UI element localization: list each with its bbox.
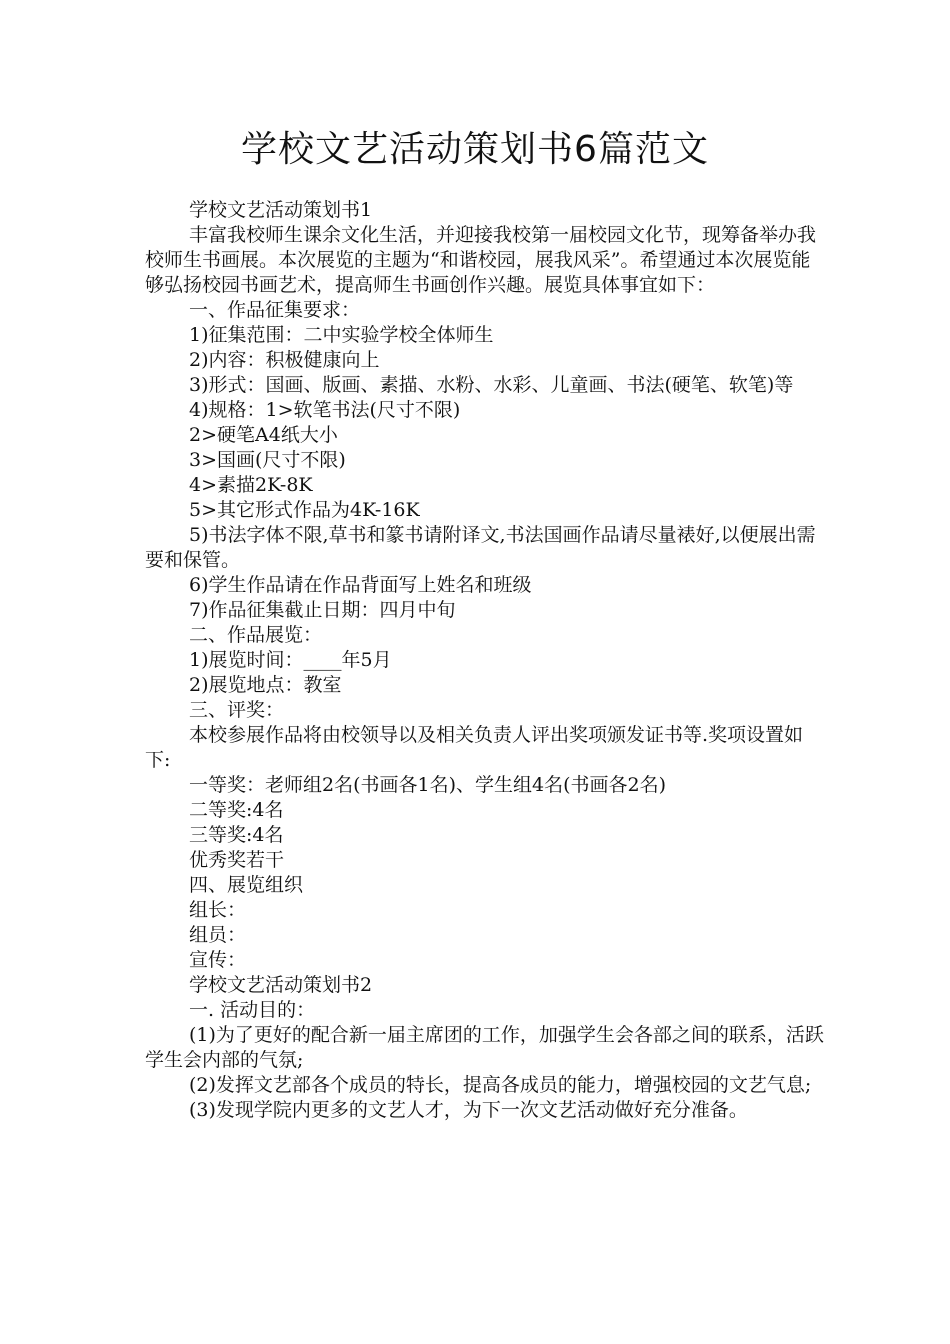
paragraph: 一. 活动目的：	[189, 999, 316, 1021]
paragraph: 学校文艺活动策划书2	[189, 974, 373, 996]
paragraph: 一等奖：老师组2名(书画各1名)、学生组4名(书画各2名)	[189, 774, 667, 796]
paragraph: (3)发现学院内更多的文艺人才，为下一次文艺活动做好充分准备。	[189, 1099, 748, 1121]
paragraph: 二、作品展览：	[189, 624, 323, 646]
paragraph: 三等奖:4名	[189, 824, 284, 846]
document-title: 学校文艺活动策划书6篇范文	[241, 129, 709, 170]
paragraph: 优秀奖若干	[189, 849, 285, 871]
paragraph: 本校参展作品将由校领导以及相关负责人评出奖项颁发证书等.奖项设置如下:	[145, 724, 804, 771]
paragraph: 三、评奖：	[189, 699, 285, 721]
paragraph: 4)规格：1>软笔书法(尺寸不限)	[189, 399, 461, 421]
paragraph: 3>国画(尺寸不限)	[189, 449, 346, 471]
paragraph: 2)展览地点：教室	[189, 674, 342, 696]
paragraph: (1)为了更好的配合新一届主席团的工作，加强学生会各部之间的联系，活跃学生会内部的气氛;	[145, 1024, 824, 1071]
document-body	[145, 198, 825, 1123]
paragraph: 宣传：	[189, 949, 247, 971]
paragraph: 组员：	[189, 924, 247, 946]
paragraph: 3)形式：国画、版画、素描、水粉、水彩、儿童画、书法(硬笔、软笔)等	[189, 374, 794, 396]
paragraph: 2)内容：积极健康向上	[189, 349, 380, 371]
paragraph: 1)征集范围：二中实验学校全体师生	[189, 324, 494, 346]
paragraph: 5>其它形式作品为4K-16K	[189, 499, 420, 521]
paragraph: 二等奖:4名	[189, 799, 284, 821]
paragraph: 一、作品征集要求：	[189, 299, 361, 321]
paragraph: 丰富我校师生课余文化生活，并迎接我校第一届校园文化节，现筹备举办我校师生书画展。本次展览的主题为“和谐校园，展我风采”。希望通过本次展览能够弘扬校园书画艺术，提高师生书画创作兴趣。展览具体事宜如下：	[145, 224, 817, 296]
paragraph: 7)作品征集截止日期：四月中旬	[189, 599, 456, 621]
paragraph: 6)学生作品请在作品背面写上姓名和班级	[189, 574, 532, 596]
paragraph: 四、展览组织	[189, 874, 304, 896]
paragraph: (2)发挥文艺部各个成员的特长，提高各成员的能力，增强校园的文艺气息;	[189, 1074, 812, 1096]
paragraph: 4>素描2K-8K	[189, 474, 313, 496]
paragraph: 1)展览时间：____年5月	[189, 649, 392, 671]
paragraph: 学校文艺活动策划书1	[189, 199, 373, 221]
paragraph: 组长：	[189, 899, 247, 921]
paragraph: 5)书法字体不限,草书和篆书请附译文,书法国画作品请尽量裱好,以便展出需要和保管。	[145, 524, 816, 571]
paragraph: 2>硬笔A4纸大小	[189, 424, 338, 446]
